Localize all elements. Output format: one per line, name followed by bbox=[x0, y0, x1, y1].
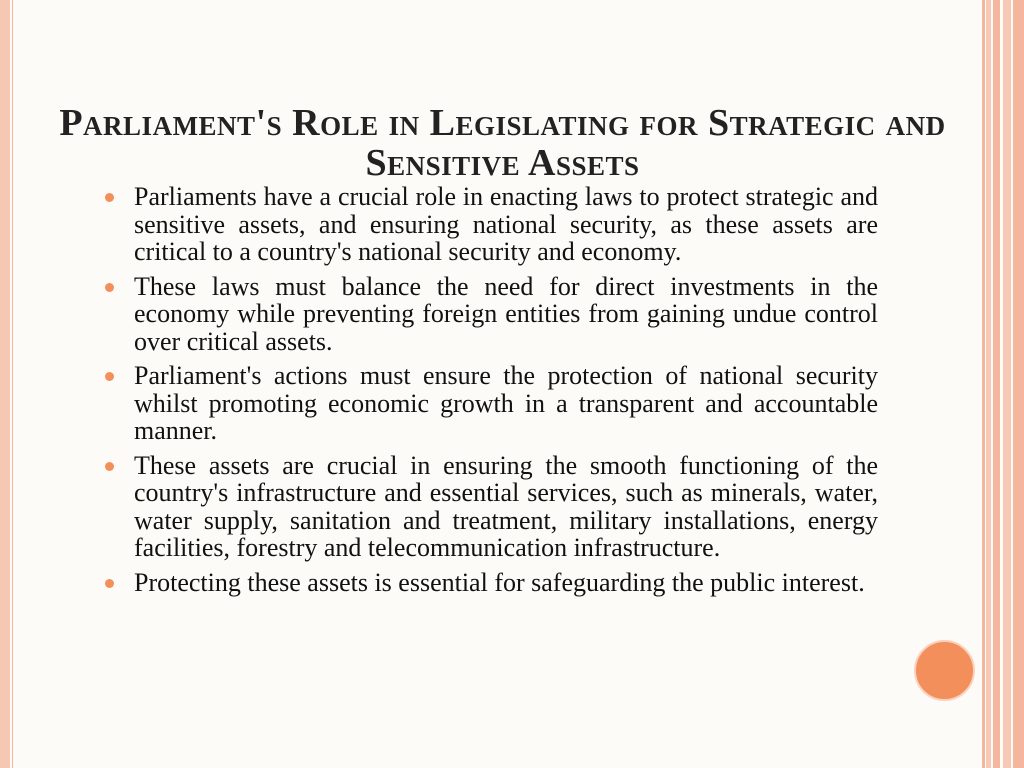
bullet-item bbox=[105, 183, 878, 266]
right-border-band bbox=[982, 0, 985, 768]
bullet-text: Parliament's actions must ensure the protection of national security whilst promoting economic growth in a transparent and accountable manner. bbox=[134, 361, 878, 445]
bullet-text: Protecting these assets is essential for safeguarding the public interest. bbox=[134, 567, 865, 597]
bullet-item bbox=[105, 273, 878, 356]
right-border-band bbox=[986, 0, 991, 768]
bullet-item bbox=[105, 362, 878, 445]
left-border-line bbox=[12, 0, 13, 768]
bullet-dot-icon bbox=[105, 193, 114, 202]
bullet-list bbox=[105, 183, 878, 603]
right-border-band bbox=[993, 0, 1000, 768]
right-border-band bbox=[1003, 0, 1011, 768]
bullet-dot-icon bbox=[105, 372, 114, 381]
bullet-dot-icon bbox=[105, 579, 114, 588]
bullet-text: These assets are crucial in ensuring the smooth functioning of the country's infrastructure and essential services, such as minerals, water, water supply, sanitation and treatment, military installations, energy facilities, forestry and telecommunication infrastructure. bbox=[134, 450, 878, 562]
left-border-band bbox=[0, 0, 10, 768]
accent-circle-icon bbox=[914, 640, 975, 701]
bullet-dot-icon bbox=[105, 283, 114, 292]
bullet-text: Parliaments have a crucial role in enacting laws to protect strategic and sensitive assets, and ensuring national security, as these assets are critical to a country's national security and economy. bbox=[134, 182, 878, 266]
bullet-dot-icon bbox=[105, 462, 114, 471]
right-border-band bbox=[1013, 0, 1024, 768]
bullet-text: These laws must balance the need for direct investments in the economy while preventing foreign entities from gaining undue control over critical assets. bbox=[134, 271, 878, 356]
bullet-item bbox=[105, 569, 878, 597]
slide-title: Parliament's Role in Legislating for Strategic and Sensitive Assets bbox=[59, 102, 946, 185]
bullet-item bbox=[105, 452, 878, 562]
